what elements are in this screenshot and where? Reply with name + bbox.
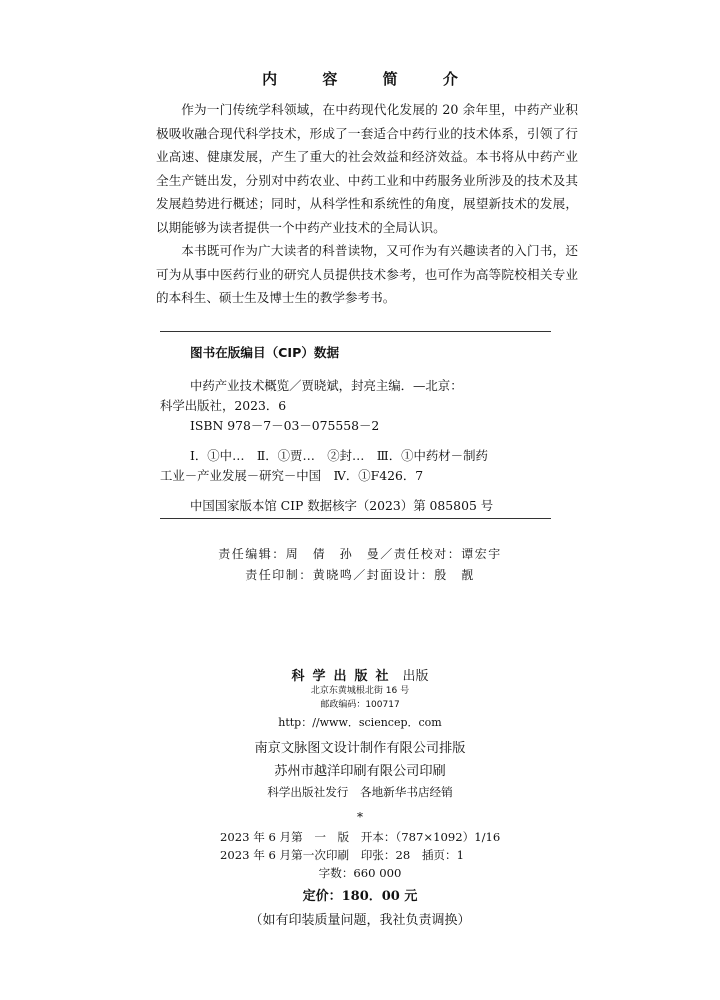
edition-line: 2023 年 6 月第一次印刷 印张：28 插页：1 (220, 848, 464, 862)
cip-class-line: 工业－产业发展－研究－中国 Ⅳ．①F426．7 (160, 468, 424, 483)
cip-heading: 图书在版编目（CIP）数据 (190, 345, 340, 360)
price: 定价：180．00 元 (302, 889, 418, 904)
cip-record-number: 中国国家版本馆 CIP 数据核字（2023）第 085805 号 (190, 498, 494, 513)
publisher-block (0, 665, 720, 732)
summary-text (156, 98, 578, 310)
credits (0, 544, 720, 586)
cip-class-line: Ⅰ．①中… Ⅱ．①贾… ②封… Ⅲ．①中药材－制药 (190, 448, 488, 463)
summary-title: 内 容 简 介 (262, 70, 478, 88)
publisher-address: 北京东黄城根北街 16 号 (310, 686, 410, 696)
publisher-website: http：//www．sciencep．com (278, 716, 442, 729)
summary-paragraph: 本书既可作为广大读者的科普读物，又可作为有兴趣读者的入门书，还可为从事中医药行业的研究人员提供技术参考，也可作为高等院校相关专业的本科生、硕士生及博士生的教学参考书。 (156, 243, 578, 305)
cip-record (160, 496, 551, 516)
quality-notice: （如有印装质量问题，我社负责调换） (249, 913, 471, 928)
edition-info (220, 828, 520, 882)
typesetter: 南京文脉图文设计制作有限公司排版 (254, 741, 466, 756)
production-info (0, 737, 720, 801)
cip-title-line: 中药产业技术概览／贾晓斌，封亮主编．—北京： (190, 378, 463, 393)
printer: 苏州市越洋印刷有限公司印刷 (274, 764, 446, 779)
cip-bottom-divider (160, 518, 551, 519)
edition-line: 2023 年 6 月第 一 版 开本：（787×1092）1/16 (220, 830, 501, 844)
publisher-name: 科学出版社 (291, 669, 397, 684)
credits-printing: 责任印制：黄晓鸣／封面设计：殷 靓 (245, 568, 475, 582)
cip-top-divider (160, 331, 551, 332)
cip-classification (160, 446, 551, 486)
word-count: 字数：660 000 (318, 866, 402, 880)
cip-isbn: ISBN 978－7－03－075558－2 (190, 418, 380, 433)
separator-star: * (357, 810, 363, 824)
credits-editors: 责任编辑：周 倩 孙 曼／责任校对：谭宏宇 (218, 547, 502, 561)
publisher-postcode: 邮政编码：100717 (320, 700, 400, 710)
cip-title-block (160, 376, 551, 436)
publisher-word: 出版 (402, 669, 429, 684)
summary-paragraph: 作为一门传统学科领域，在中药现代化发展的 20 余年里，中药产业积极吸收融合现代科学技术，形成了一套适合中药行业的技术体系，引领了行业高速、健康发展，产生了重大的社会效益和经济效益。本书将从中药产业全生产链出发，分别对中药农业、中药工业和中药服务业所涉及的技术及其发展趋势进行概述；同时，从科学性和系统性的角度，展望新技术的发展，以期能够为读者提供一个中药产业技术的全局认识。 (156, 102, 578, 235)
distribution: 科学出版社发行 各地新华书店经销 (267, 785, 453, 799)
cip-title-line: 科学出版社，2023．6 (160, 398, 287, 413)
